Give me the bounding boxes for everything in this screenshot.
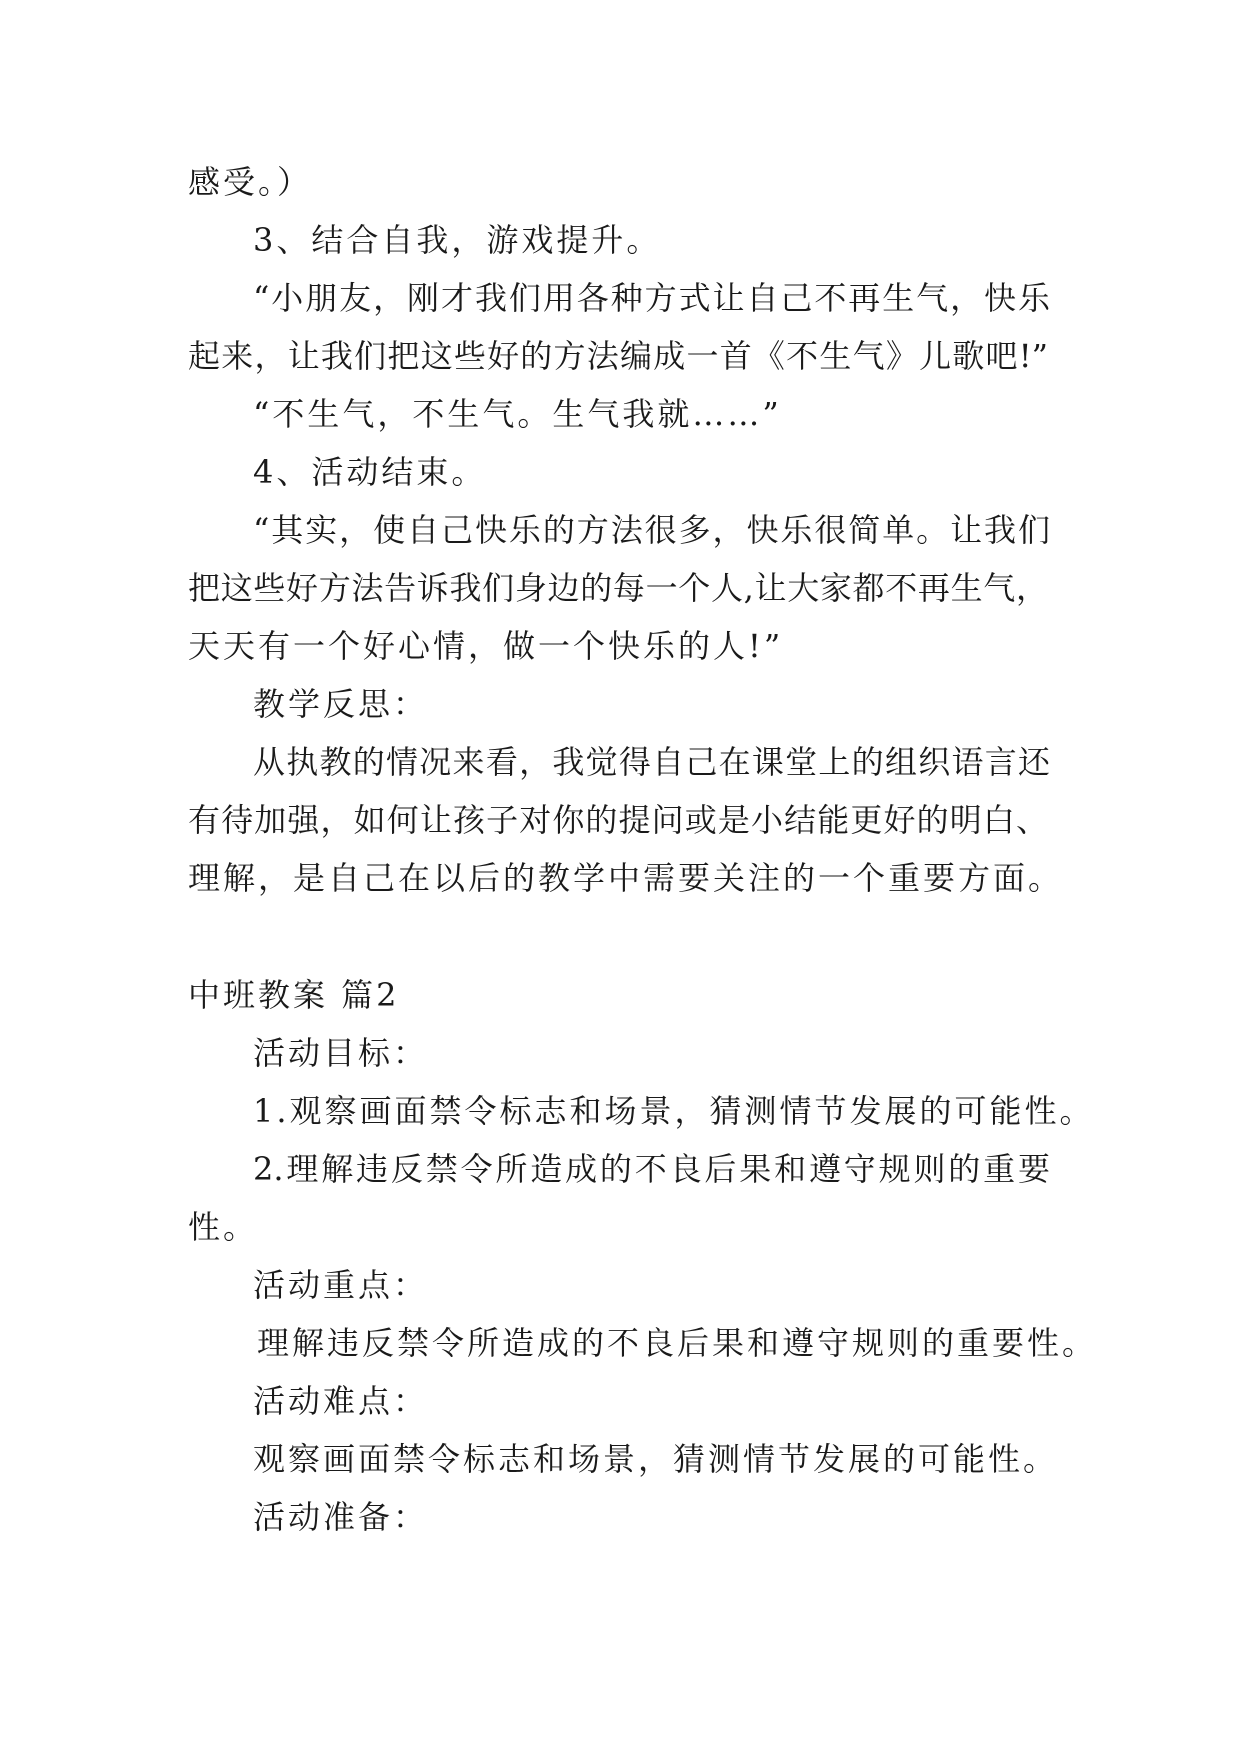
paragraph-line: 理解违反禁令所造成的不良后果和遵守规则的重要性。 <box>257 1324 1098 1362</box>
paragraph-line: 起来，让我们把这些好的方法编成一首《不生气》儿歌吧!” <box>188 337 1048 375</box>
heading-activity-focus: 活动重点： <box>253 1266 429 1304</box>
heading-activity-goals: 活动目标： <box>253 1034 429 1072</box>
paragraph-line: 感受。） <box>188 163 313 201</box>
paragraph-line: 性。 <box>188 1208 259 1246</box>
section-step-4: 4、活动结束。 <box>253 453 487 491</box>
paragraph-line: 把这些好方法告诉我们身边的每一个人,让大家都不再生气， <box>188 569 1048 607</box>
paragraph-line: 有待加强，如何让孩子对你的提问或是小结能更好的明白、 <box>188 801 1048 839</box>
goal-item-2: 2.理解违反禁令所造成的不良后果和遵守规则的重要 <box>253 1150 1050 1188</box>
heading-activity-difficulty: 活动难点： <box>253 1382 429 1420</box>
heading-teaching-reflection: 教学反思： <box>253 685 429 723</box>
paragraph-line: 天天有一个好心情，做一个快乐的人!” <box>188 627 784 665</box>
heading-activity-preparation: 活动准备： <box>253 1498 429 1536</box>
lesson-title: 中班教案 篇2 <box>188 976 400 1014</box>
paragraph-line: “其实，使自己快乐的方法很多，快乐很简单。让我们 <box>253 511 1050 549</box>
paragraph-line: “不生气，不生气。生气我就……” <box>253 395 782 433</box>
section-step-3: 3、结合自我，游戏提升。 <box>253 221 662 259</box>
paragraph-line: “小朋友，刚才我们用各种方式让自己不再生气，快乐 <box>253 279 1050 317</box>
paragraph-line: 从执教的情况来看，我觉得自己在课堂上的组织语言还 <box>253 743 1050 781</box>
paragraph-line: 观察画面禁令标志和场景，猜测情节发展的可能性。 <box>253 1440 1059 1478</box>
paragraph-line: 理解，是自己在以后的教学中需要关注的一个重要方面。 <box>188 859 1064 897</box>
goal-item-1: 1.观察画面禁令标志和场景，猜测情节发展的可能性。 <box>253 1092 1095 1130</box>
